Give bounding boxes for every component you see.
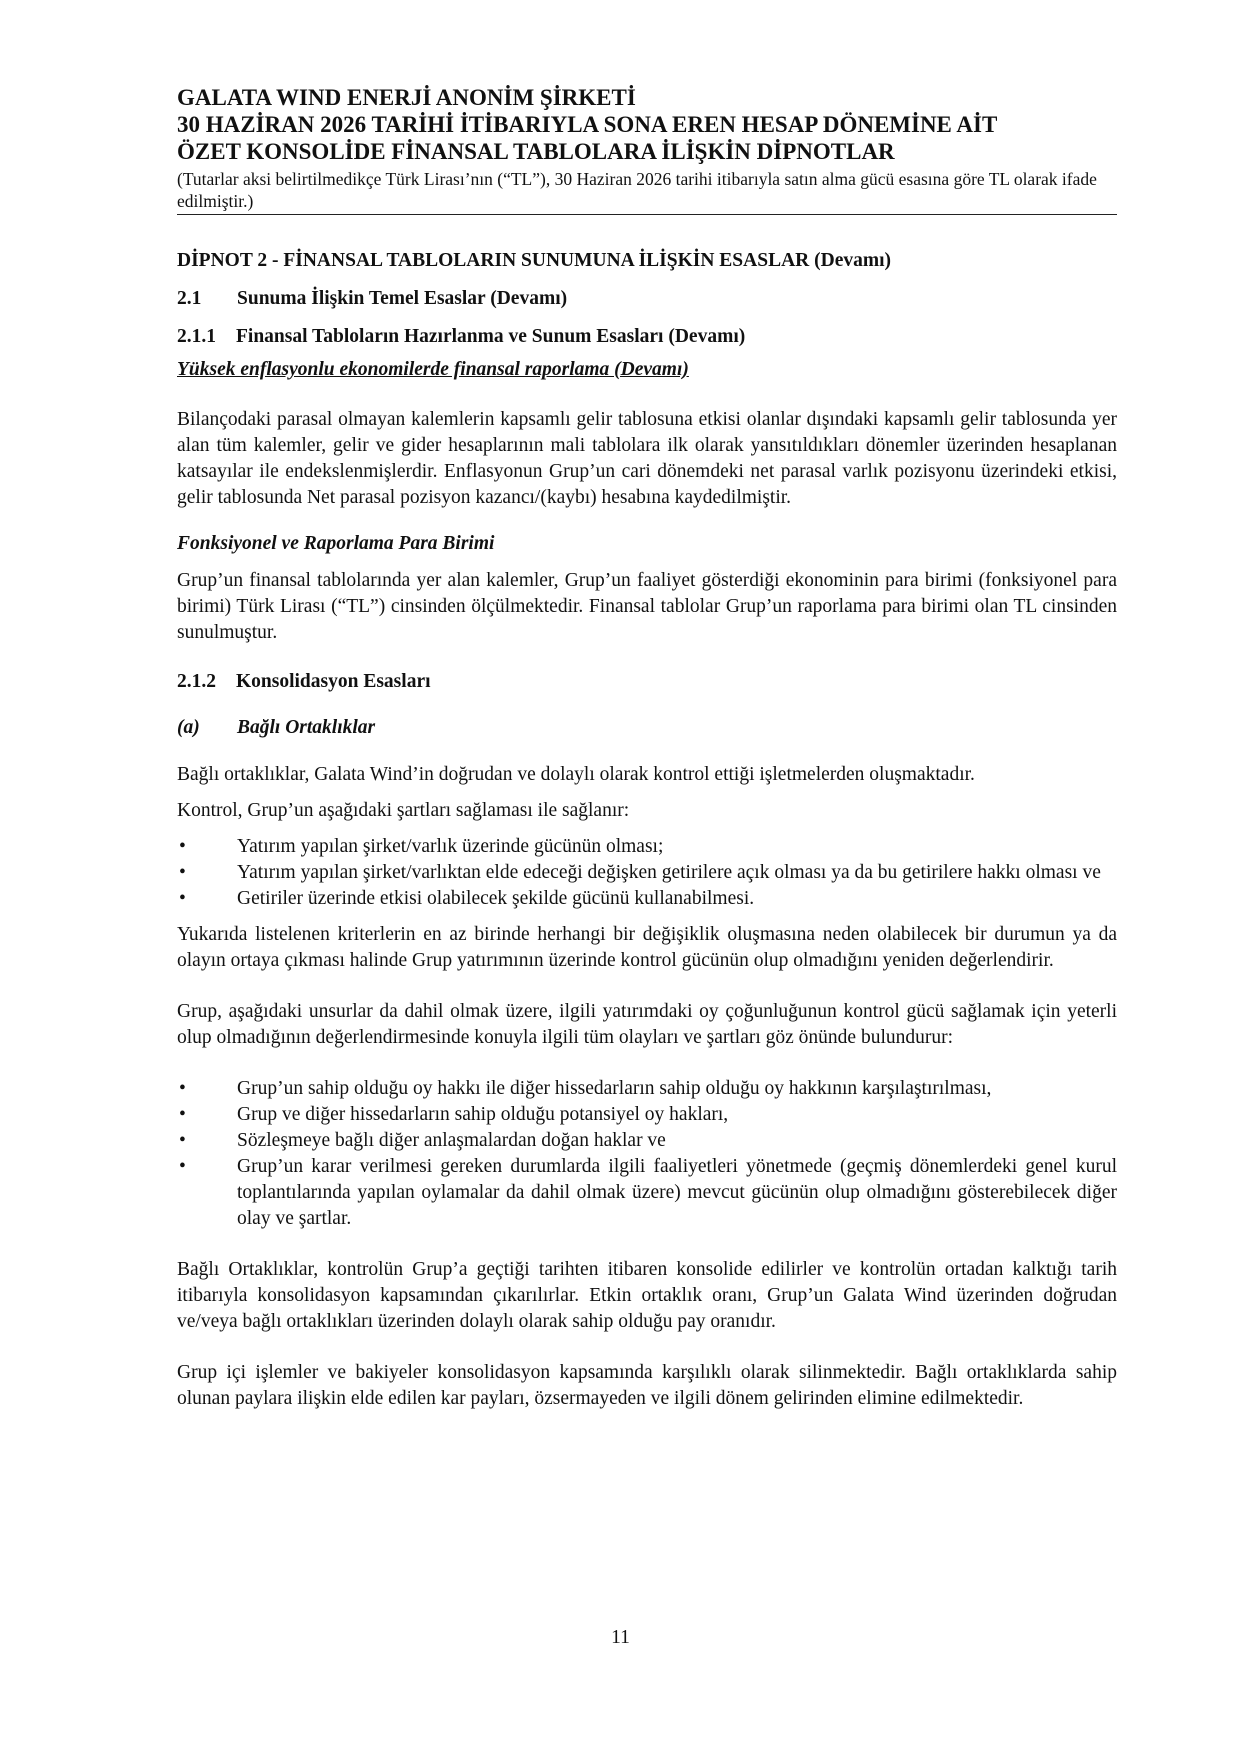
inflation-paragraph: Bilançodaki parasal olmayan kalemlerin kapsamlı gelir tablosuna etkisi olanlar dışındaki kapsamlı gelir tablosunda yer alan tüm kalemler, gelir ve gider hesaplarının mali tablolara ilk olarak yansıtıldıkları dönemler üzerinden hesaplanan katsayılar ile endekslenmişlerdir. Enflasyonun Grup’un cari dönemdeki net parasal varlık pozisyonu üzerindeki etkisi, gelir tablosunda Net parasal pozisyon kazancı/(kaybı) hesabına kaydedilmiştir. bbox=[177, 409, 1117, 508]
page-number: 11 bbox=[611, 1627, 630, 1648]
section-2-1-1-heading bbox=[177, 325, 1117, 349]
bullet-icon: • bbox=[179, 1104, 186, 1125]
voting-paragraph: Grup, aşağıdaki unsurlar da dahil olmak üzere, ilgili yatırımdaki oy çoğunluğunun kontrol gücü sağlamak için yeterli olup olmadığının değerlendirmesinde konuyla ilgili tüm olayları ve şartları göz önünde bulundurur: bbox=[177, 1001, 1117, 1048]
bullet-icon: • bbox=[179, 1156, 186, 1177]
page-header bbox=[177, 84, 1117, 215]
document-title: ÖZET KONSOLİDE FİNANSAL TABLOLARA İLİŞKİN DİPNOTLAR bbox=[177, 139, 895, 164]
subsection-label: (a) bbox=[177, 717, 200, 738]
header-divider bbox=[177, 214, 1117, 215]
list-item-text: Grup’un sahip olduğu oy hakkı ile diğer hissedarların sahip olduğu oy hakkının karşılaştırılması, bbox=[237, 1078, 992, 1099]
bullet-icon: • bbox=[179, 888, 186, 909]
control-criteria-list bbox=[177, 834, 1117, 912]
currency-note: (Tutarlar aksi belirtilmedikçe Türk Lirası’nın (“TL”), 30 Haziran 2026 tarihi itibarıyla satın alma gücü esasına göre TL olarak ifade edilmiştir.) bbox=[177, 169, 1097, 211]
subsection-a-heading bbox=[177, 716, 1117, 740]
list-item bbox=[177, 1102, 1117, 1128]
currency-heading: Fonksiyonel ve Raporlama Para Birimi bbox=[177, 533, 495, 554]
section-title: Konsolidasyon Esasları bbox=[236, 671, 431, 692]
document-page bbox=[177, 84, 1117, 1412]
list-item bbox=[177, 860, 1117, 886]
note-title: DİPNOT 2 - FİNANSAL TABLOLARIN SUNUMUNA İLİŞKİN ESASLAR (Devamı) bbox=[177, 250, 892, 271]
section-number: 2.1.1 bbox=[177, 326, 216, 347]
list-item-text: Getiriler üzerinde etkisi olabilecek şekilde gücünü kullanabilmesi. bbox=[237, 888, 755, 909]
bullet-icon: • bbox=[179, 1130, 186, 1151]
list-item bbox=[177, 1154, 1117, 1232]
subsidiaries-paragraph: Bağlı ortaklıklar, Galata Wind’in doğrudan ve dolaylı olarak kontrol ettiği işletmelerden oluşmaktadır. bbox=[177, 764, 975, 785]
list-item bbox=[177, 1076, 1117, 1102]
subsection-title: Bağlı Ortaklıklar bbox=[237, 717, 376, 738]
bullet-icon: • bbox=[179, 1078, 186, 1099]
bullet-icon: • bbox=[179, 836, 186, 857]
list-item bbox=[177, 886, 1117, 912]
list-item-text: Grup’un karar verilmesi gereken durumlarda ilgili faaliyetleri yönetmede (geçmiş dönemlerdeki genel kurul toplantılarında yapılan oylamalar da dahil olmak üzere) mevcut gücünün olup olmadığını gösterebilecek diğer olay ve şartlar. bbox=[237, 1156, 1117, 1229]
section-number: 2.1.2 bbox=[177, 671, 216, 692]
section-title: Sunuma İlişkin Temel Esaslar (Devamı) bbox=[237, 288, 568, 309]
list-item bbox=[177, 834, 1117, 860]
list-item-text: Yatırım yapılan şirket/varlık üzerinde gücünün olması; bbox=[237, 836, 664, 857]
inflation-heading: Yüksek enflasyonlu ekonomilerde finansal raporlama (Devamı) bbox=[177, 359, 689, 380]
section-2-1-2-heading bbox=[177, 670, 1117, 694]
list-item bbox=[177, 1128, 1117, 1154]
bullet-icon: • bbox=[179, 862, 186, 883]
eliminations-paragraph: Grup içi işlemler ve bakiyeler konsolidasyon kapsamında karşılıklı olarak silinmektedir. Bağlı ortaklıklarda sahip olunan paylara ilişkin elde edilen kar payları, özsermayeden ve ilgili dönem gelirinden elimine edilmektedir. bbox=[177, 1362, 1117, 1409]
company-name: GALATA WIND ENERJİ ANONİM ŞİRKETİ bbox=[177, 85, 636, 110]
section-2-1-heading bbox=[177, 287, 1117, 311]
period-title: 30 HAZİRAN 2026 TARİHİ İTİBARIYLA SONA EREN HESAP DÖNEMİNE AİT bbox=[177, 112, 998, 137]
section-number: 2.1 bbox=[177, 288, 202, 309]
consolidation-paragraph: Bağlı Ortaklıklar, kontrolün Grup’a geçtiği tarihten itibaren konsolide edilirler ve kontrolün ortadan kalktığı tarih itibarıyla konsolidasyon kapsamından çıkarılırlar. Etkin ortaklık oranı, Grup’un Galata Wind üzerinden doğrudan ve/veya bağlı ortaklıkları üzerinden dolaylı olarak sahip olduğu pay oranıdır. bbox=[177, 1259, 1117, 1332]
section-title: Finansal Tabloların Hazırlanma ve Sunum Esasları (Devamı) bbox=[236, 326, 746, 347]
voting-factors-list bbox=[177, 1076, 1117, 1232]
list-item-text: Grup ve diğer hissedarların sahip olduğu potansiyel oy hakları, bbox=[237, 1104, 729, 1125]
reassessment-paragraph: Yukarıda listelenen kriterlerin en az birinde herhangi bir değişiklik oluşmasına neden olabilecek bir durumun ya da olayın ortaya çıkması halinde Grup yatırımının üzerinde kontrol gücünün olup olmadığını yeniden değerlendirir. bbox=[177, 924, 1117, 971]
list-item-text: Yatırım yapılan şirket/varlıktan elde edeceği değişken getirilere açık olması ya da bu getirilere hakkı olması ve bbox=[237, 862, 1101, 883]
control-paragraph: Kontrol, Grup’un aşağıdaki şartları sağlaması ile sağlanır: bbox=[177, 800, 630, 821]
list-item-text: Sözleşmeye bağlı diğer anlaşmalardan doğan haklar ve bbox=[237, 1130, 666, 1151]
currency-paragraph: Grup’un finansal tablolarında yer alan kalemler, Grup’un faaliyet gösterdiği ekonominin para birimi (fonksiyonel para birimi) Türk Lirası (“TL”) cinsinden ölçülmektedir. Finansal tablolar Grup’un raporlama para birimi olan TL cinsinden sunulmuştur. bbox=[177, 570, 1117, 643]
